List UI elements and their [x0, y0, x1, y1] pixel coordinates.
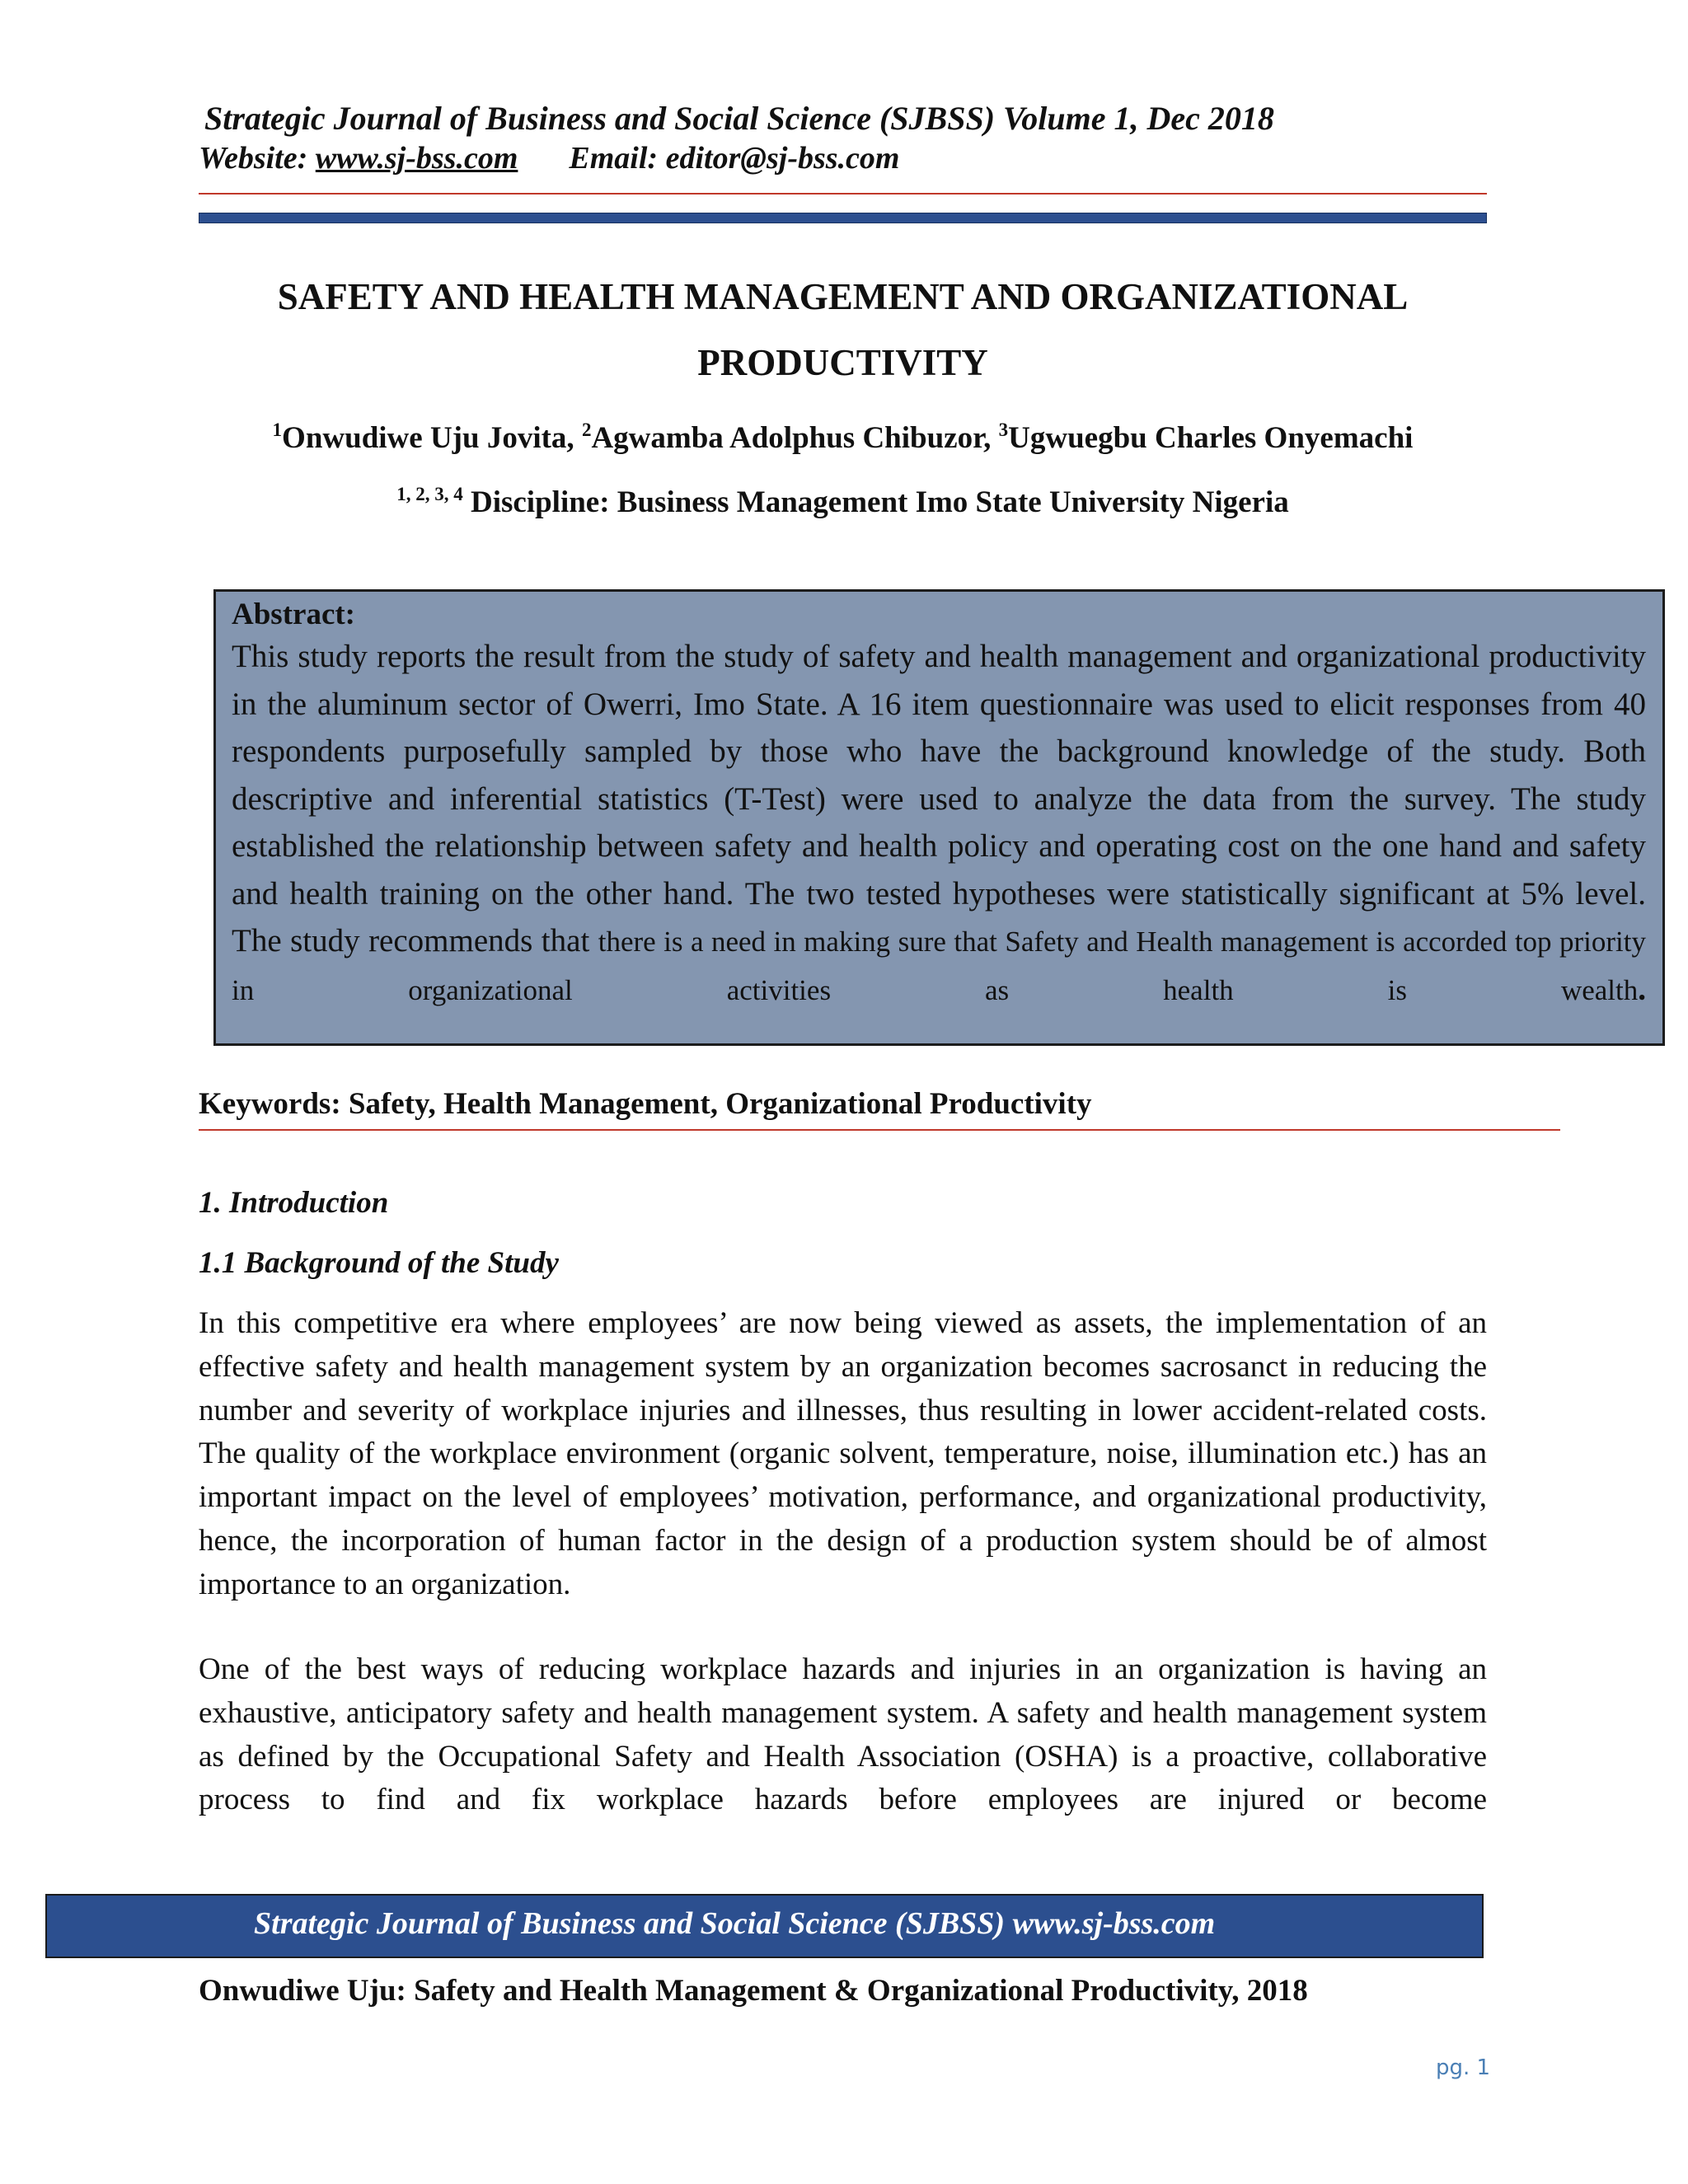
paper-title-line2: PRODUCTIVITY	[697, 342, 988, 383]
author-1-index: 1	[272, 419, 283, 440]
journal-header-title: Strategic Journal of Business and Social Science (SJBSS) Volume 1, Dec 2018	[204, 100, 1274, 137]
author-list	[199, 420, 1487, 456]
email-label: Email:	[569, 141, 659, 176]
author-3-name: Ugwuegbu Charles Onyemachi	[1008, 421, 1414, 455]
keywords: Keywords: Safety, Health Management, Organizational Productivity	[199, 1087, 1092, 1121]
footer-journal-text: Strategic Journal of Business and Social Science (SJBSS) www.sj-bss.com	[254, 1906, 1216, 1941]
affiliation-indices: 1, 2, 3, 4	[396, 484, 463, 504]
author-2-index: 2	[581, 419, 592, 440]
abstract-text	[232, 633, 1646, 1014]
body-paragraph-2: One of the best ways of reducing workplace hazards and injuries in an organization is having an exhaustive, anticipatory safety and health management system. A safety and health management system as defined by the Occupational Safety and Health Association (OSHA) is a proactive, collaborative process to find and fix workplace hazards before employees are injured or become	[199, 1652, 1487, 1817]
abstract-text-main: This study reports the result from the study of safety and health management and organizational productivity in the aluminum sector of Owerri, Imo State. A 16 item questionnaire was used to elicit responses from 40 respondents purposefully sampled by those who have the background knowledge of the study. Both descriptive and inferential statistics (T-Test) were used to analyze the data from the survey. The study established the relationship between safety and health policy and operating cost on the one hand and safety and health training on the other hand. The two tested hypotheses were statistically significant at 5% level. The study recommends that	[232, 639, 1646, 958]
website-label: Website:	[199, 141, 308, 176]
email-address[interactable]: editor@sj-bss.com	[665, 141, 900, 176]
abstract-final-period: .	[1638, 971, 1646, 1007]
affiliation	[199, 485, 1487, 520]
abstract-heading: Abstract:	[232, 598, 356, 631]
subsection-heading-background: 1.1 Background of the Study	[199, 1246, 559, 1280]
running-head: Onwudiwe Uju: Safety and Health Management & Organizational Productivity, 2018	[199, 1974, 1308, 2008]
abstract-box	[213, 589, 1665, 1046]
author-3-index: 3	[998, 419, 1009, 440]
header-blue-bar	[199, 213, 1487, 223]
section-heading-introduction: 1. Introduction	[199, 1186, 389, 1220]
author-1-name: Onwudiwe Uju Jovita,	[282, 421, 574, 455]
keywords-red-rule	[199, 1129, 1560, 1131]
abstract-text-small: there is a need in making sure that Safety and Health management is accorded top priority in organizational activities as health is wealth	[232, 926, 1646, 1006]
header-red-rule	[199, 193, 1487, 194]
affiliation-text: Discipline: Business Management Imo State University Nigeria	[470, 485, 1289, 519]
website-link[interactable]: www.sj-bss.com	[315, 141, 518, 176]
page-number: pg. 1	[1436, 2055, 1491, 2080]
paper-title	[199, 264, 1487, 396]
paper-title-line1: SAFETY AND HEALTH MANAGEMENT AND ORGANIZATIONAL	[277, 276, 1409, 317]
body-paragraph-1: In this competitive era where employees’ are now being viewed as assets, the implementation of an effective safety and health management system by an organization becomes sacrosanct in reducing the number and severity of workplace injuries and illnesses, thus resulting in lower accident-related costs. The quality of the workplace environment (organic solvent, temperature, noise, illumination etc.) has an important impact on the level of employees’ motivation, performance, and organizational productivity, hence, the incorporation of human factor in the design of a production system should be of almost importance to an organization.	[199, 1306, 1487, 1601]
journal-contact-line	[199, 140, 899, 176]
author-2-name: Agwamba Adolphus Chibuzor,	[591, 421, 992, 455]
